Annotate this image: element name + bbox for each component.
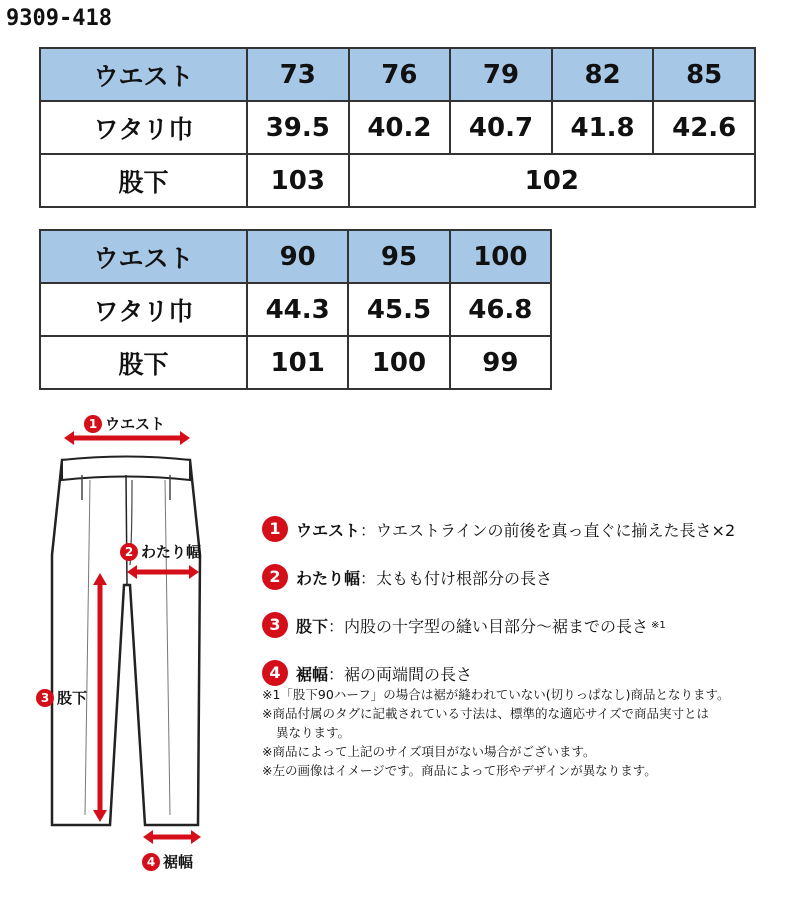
legend-item: 4 裾幅 ：裾の両端間の長さ [262,649,782,697]
table-cell: 44.3 [247,283,348,336]
table-cell: 103 [247,154,349,207]
number-badge: 3 [262,612,288,638]
legend-item: 2 わたり幅 ：太もも付け根部分の長さ [262,553,782,601]
note: ※左の画像はイメージです。商品によって形やデザインが異なります。 [262,763,657,778]
product-code: 9309-418 [6,6,112,31]
number-badge: 2 [120,543,138,561]
table-cell: 46.8 [450,283,551,336]
table-cell: 40.7 [450,101,552,154]
table-row [40,154,755,207]
table-cell: 73 [247,48,349,101]
row-label: ウエスト [40,230,247,283]
pants-diagram [30,405,230,885]
diagram-label-waist: 1 ウエスト [84,413,165,434]
table-cell: 85 [653,48,755,101]
number-badge: 4 [142,853,160,871]
table-cell: 101 [247,336,348,389]
table-cell: 41.8 [552,101,654,154]
diagram-label-inseam: 3 股下 [36,687,87,708]
table-cell: 40.2 [349,101,451,154]
footnote-ref: ※1 [651,619,666,631]
size-table-2 [39,229,552,390]
note: 異なります。 [276,725,351,740]
table-cell: 90 [247,230,348,283]
pants-illustration [30,405,230,885]
table-cell: 39.5 [247,101,349,154]
diagram-label-hem: 4 裾幅 [142,851,193,872]
table-cell: 76 [349,48,451,101]
table-row [40,336,551,389]
table-cell: 45.5 [348,283,449,336]
number-badge: 3 [36,689,54,707]
row-label: ウエスト [40,48,247,101]
table-cell: 100 [348,336,449,389]
table-cell: 99 [450,336,551,389]
row-label: ワタリ巾 [40,283,247,336]
note: ※商品付属のタグに記載されている寸法は、標準的な適応サイズで商品実寸とは [262,706,709,721]
table-cell: 100 [450,230,551,283]
measurement-legend [262,505,782,697]
row-label: 股下 [40,154,247,207]
table-cell: 42.6 [653,101,755,154]
table-row [40,101,755,154]
table-row [40,283,551,336]
number-badge: 1 [262,516,288,542]
row-label: ワタリ巾 [40,101,247,154]
table-cell: 82 [552,48,654,101]
legend-item: 3 股下 ：内股の十字型の縫い目部分〜裾までの長さ ※1 [262,601,782,649]
table-cell: 102 [349,154,755,207]
table-row [40,48,755,101]
size-table-1 [39,47,756,208]
number-badge: 1 [84,415,102,433]
table-cell: 95 [348,230,449,283]
legend-item: 1 ウエスト ：ウエストラインの前後を真っ直ぐに揃えた長さ×2 [262,505,782,553]
note: ※商品によって上記のサイズ項目がない場合がございます。 [262,744,596,759]
number-badge: 2 [262,564,288,590]
row-label: 股下 [40,336,247,389]
table-row [40,230,551,283]
table-cell: 79 [450,48,552,101]
note: ※1「股下90ハーフ」の場合は裾が縫われていない(切りっぱなし)商品となります。 [262,687,730,702]
notes [262,685,782,780]
diagram-label-thigh: 2 わたり幅 [120,541,201,562]
number-badge: 4 [262,660,288,686]
